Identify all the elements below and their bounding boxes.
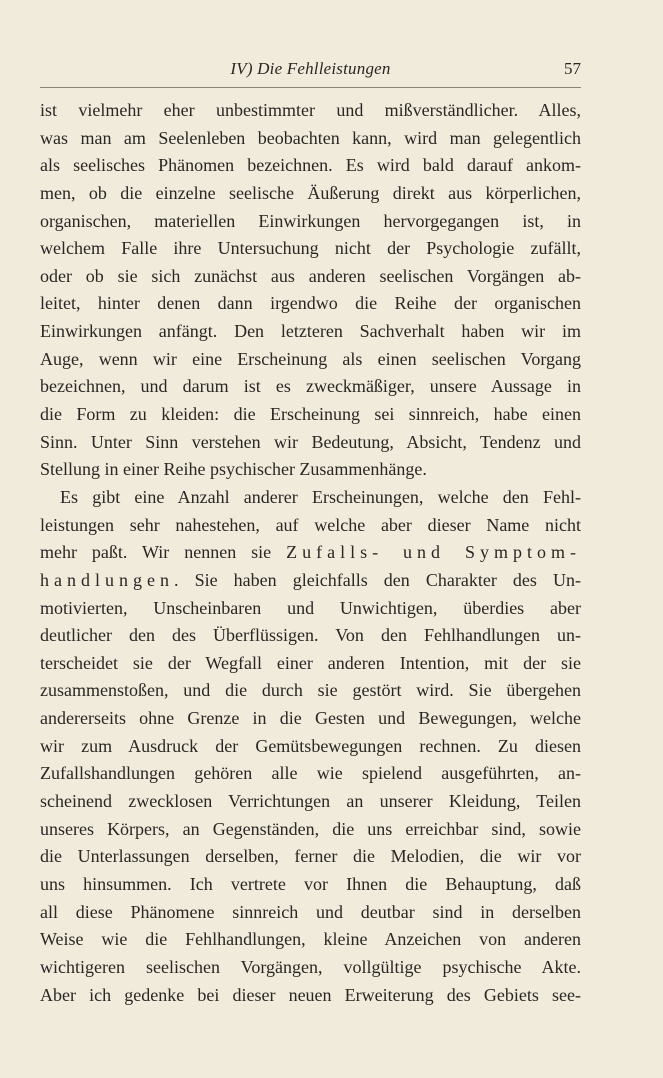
text-line: men, ob die einzelne seelische Äußerung direkt aus körperlichen, <box>40 182 581 203</box>
text-line: organischen, materiellen Einwirkungen hervorgegangen ist, in <box>40 210 581 231</box>
text-line: wir zum Ausdruck der Gemütsbewegungen rechnen. Zu diesen <box>40 735 581 756</box>
text-line: oder ob sie sich zunächst aus anderen seelischen Vorgängen ab- <box>40 265 581 286</box>
header-rule <box>40 87 581 88</box>
text-line: terscheidet sie der Wegfall einer anderen Intention, mit der sie <box>40 652 581 673</box>
text-line: die Unterlassungen derselben, ferner die Melodien, die wir vor <box>40 846 581 867</box>
text-line: Einwirkungen anfängt. Den letzteren Sachverhalt haben wir im <box>40 321 581 342</box>
text-line: motivierten, Unscheinbaren und Unwichtigen, überdies aber <box>40 597 581 618</box>
text-line: Auge, wenn wir eine Erscheinung als einen seelischen Vorgang <box>40 348 581 369</box>
text-line: Sinn. Unter Sinn verstehen wir Bedeutung, Absicht, Tendenz und <box>40 431 581 452</box>
text-line: scheinend zwecklosen Verrichtungen an unserer Kleidung, Teilen <box>40 791 581 812</box>
spaced-emphasis: Zufalls- und Symptom- <box>286 542 582 563</box>
text-segment: . Sie haben gleichfalls den Charakter des Un- <box>173 569 581 590</box>
text-line: die Form zu kleiden: die Erscheinung sei sinnreich, habe einen <box>40 404 581 425</box>
text-line: welchem Falle ihre Untersuchung nicht der Psychologie zufällt, <box>40 238 581 259</box>
text-line: Aber ich gedenke bei dieser neuen Erweiterung des Gebiets see- <box>40 984 581 1005</box>
running-head <box>40 57 581 81</box>
text-line: Weise wie die Fehlhandlungen, kleine Anzeichen von anderen <box>40 929 581 950</box>
text-line: Es gibt eine Anzahl anderer Erscheinungen, welche den Fehl- <box>60 486 581 507</box>
text-line: andererseits ohne Grenze in die Gesten und Bewegungen, welche <box>40 708 581 729</box>
text-line: all diese Phänomene sinnreich und deutbar sind in derselben <box>40 901 581 922</box>
text-line: deutlicher den des Überflüssigen. Von den Fehlhandlungen un- <box>40 625 581 646</box>
text-line: zusammenstoßen, und die durch sie gestört wird. Sie übergehen <box>40 680 581 701</box>
body-text <box>40 97 581 1009</box>
text-line: wichtigeren seelischen Vorgängen, vollgültige psychische Akte. <box>40 956 581 977</box>
text-line <box>40 539 581 567</box>
text-line: als seelisches Phänomen bezeichnen. Es wird bald darauf ankom- <box>40 155 581 176</box>
text-line <box>40 567 581 595</box>
spaced-emphasis: handlungen <box>40 569 174 590</box>
text-segment: mehr paßt. Wir nennen sie <box>40 542 272 563</box>
text-line: Zufallshandlungen gehören alle wie spielend ausgeführten, an- <box>40 763 581 784</box>
text-line: uns hinsummen. Ich vertrete vor Ihnen die Behauptung, daß <box>40 873 581 894</box>
text-line: leistungen sehr nahestehen, auf welche aber dieser Name nicht <box>40 514 581 535</box>
text-line: bezeichnen, und darum ist es zweckmäßiger, unsere Aussage in <box>40 376 581 397</box>
text-line: Stellung in einer Reihe psychischer Zusammenhänge. <box>40 459 427 480</box>
page-number: 57 <box>564 59 581 78</box>
chapter-title: IV) Die Fehlleistungen <box>230 59 391 78</box>
text-line: unseres Körpers, an Gegenständen, die uns erreichbar sind, sowie <box>40 818 581 839</box>
text-line: ist vielmehr eher unbestimmter und mißverständlicher. Alles, <box>40 100 581 120</box>
text-line: was man am Seelenleben beobachten kann, wird man gelegentlich <box>40 127 581 148</box>
text-line: leitet, hinter denen dann irgendwo die Reihe der organischen <box>40 293 581 314</box>
